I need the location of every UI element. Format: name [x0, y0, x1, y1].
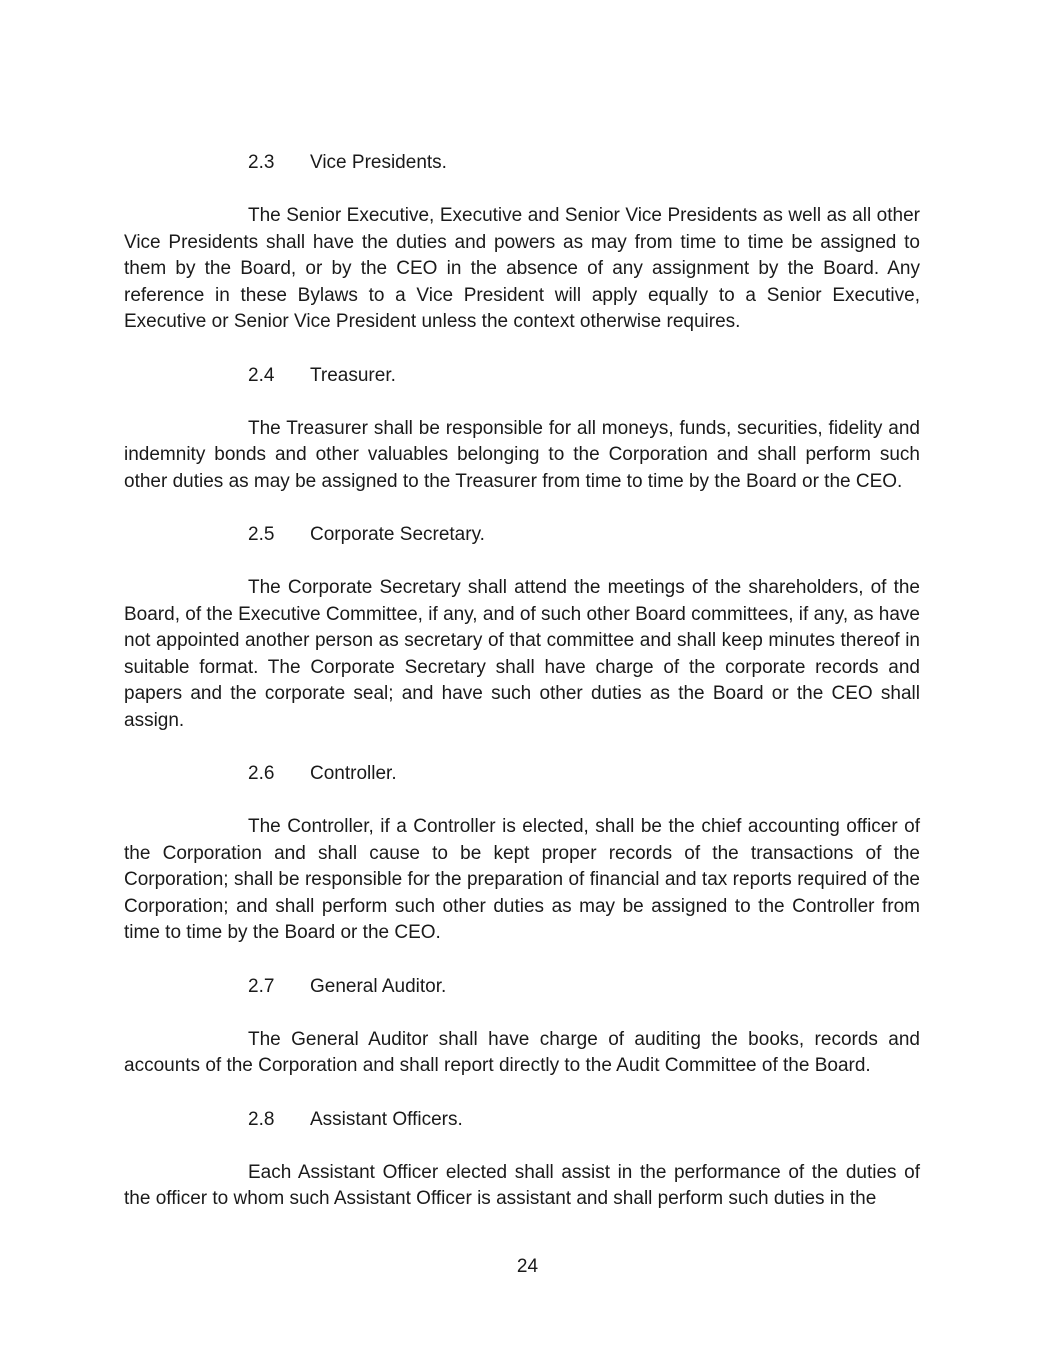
section-number: 2.7: [248, 975, 275, 997]
section-body: [124, 814, 920, 947]
section-title: Treasurer.: [310, 364, 396, 386]
section-heading: [124, 363, 920, 389]
section-heading: [124, 522, 920, 548]
section-body-text: The General Auditor shall have charge of auditing the books, records and accounts of the Corporation and shall report directly to the Audit Committee of the Board.: [124, 1028, 920, 1076]
section-number: 2.6: [248, 763, 275, 784]
section-body: [124, 1027, 920, 1080]
section-body: [124, 203, 920, 336]
section-title: General Auditor.: [310, 975, 447, 997]
section-number: 2.8: [248, 1108, 275, 1130]
section-body-text: The Treasurer shall be responsible for all moneys, funds, securities, fidelity and indemnity bonds and other valuables belonging to the Corporation and shall perform such other duties as may be assigned to the Treasurer from time to time by the Board or the CEO.: [124, 417, 920, 492]
document-page: [124, 150, 920, 1213]
page-number: 24: [516, 1256, 539, 1277]
section-body: [124, 1160, 920, 1213]
section-heading: [124, 974, 920, 1000]
section-body-text: Each Assistant Officer elected shall assist in the performance of the duties of the officer to whom such Assistant Officer is assistant and shall perform such duties in the: [124, 1161, 920, 1209]
section-body: [124, 416, 920, 496]
section-number: 2.5: [248, 524, 275, 545]
section-title: Assistant Officers.: [310, 1108, 463, 1130]
section-body-text: The Controller, if a Controller is elected, shall be the chief accounting officer of the Corporation and shall cause to be kept proper records of the transactions of the Corporation; shall be responsible for the preparation of financial and tax reports required of the Corporation; and shall perform such other duties as may be assigned to the Controller from time to time by the Board or the CEO.: [124, 816, 920, 943]
section-body-text: The Senior Executive, Executive and Senior Vice Presidents as well as all other Vice Presidents shall have the duties and powers as may from time to time be assigned to them by the Board, or by the CEO in the absence of any assignment by the Board. Any reference in these Bylaws to a Vice President will apply equally to a Senior Executive, Executive or Senior Vice President unless the context otherwise requires.: [124, 205, 920, 332]
section-body: [124, 575, 920, 734]
section-heading: [124, 761, 920, 787]
section-number: 2.3: [248, 152, 275, 173]
section-title: Vice Presidents.: [310, 152, 447, 173]
section-number: 2.4: [248, 364, 275, 386]
section-body-text: The Corporate Secretary shall attend the meetings of the shareholders, of the Board, of the Executive Committee, if any, and of such other Board committees, if any, as have not appointed another person as secretary of that committee and shall keep minutes thereof in suitable format. The Corporate Secretary shall have charge of the corporate records and papers and the corporate seal; and have such other duties as the Board or the CEO shall assign.: [124, 577, 920, 731]
section-title: Controller.: [310, 763, 397, 784]
section-title: Corporate Secretary.: [310, 524, 485, 545]
section-heading: [124, 1107, 920, 1133]
section-heading: [124, 150, 920, 176]
